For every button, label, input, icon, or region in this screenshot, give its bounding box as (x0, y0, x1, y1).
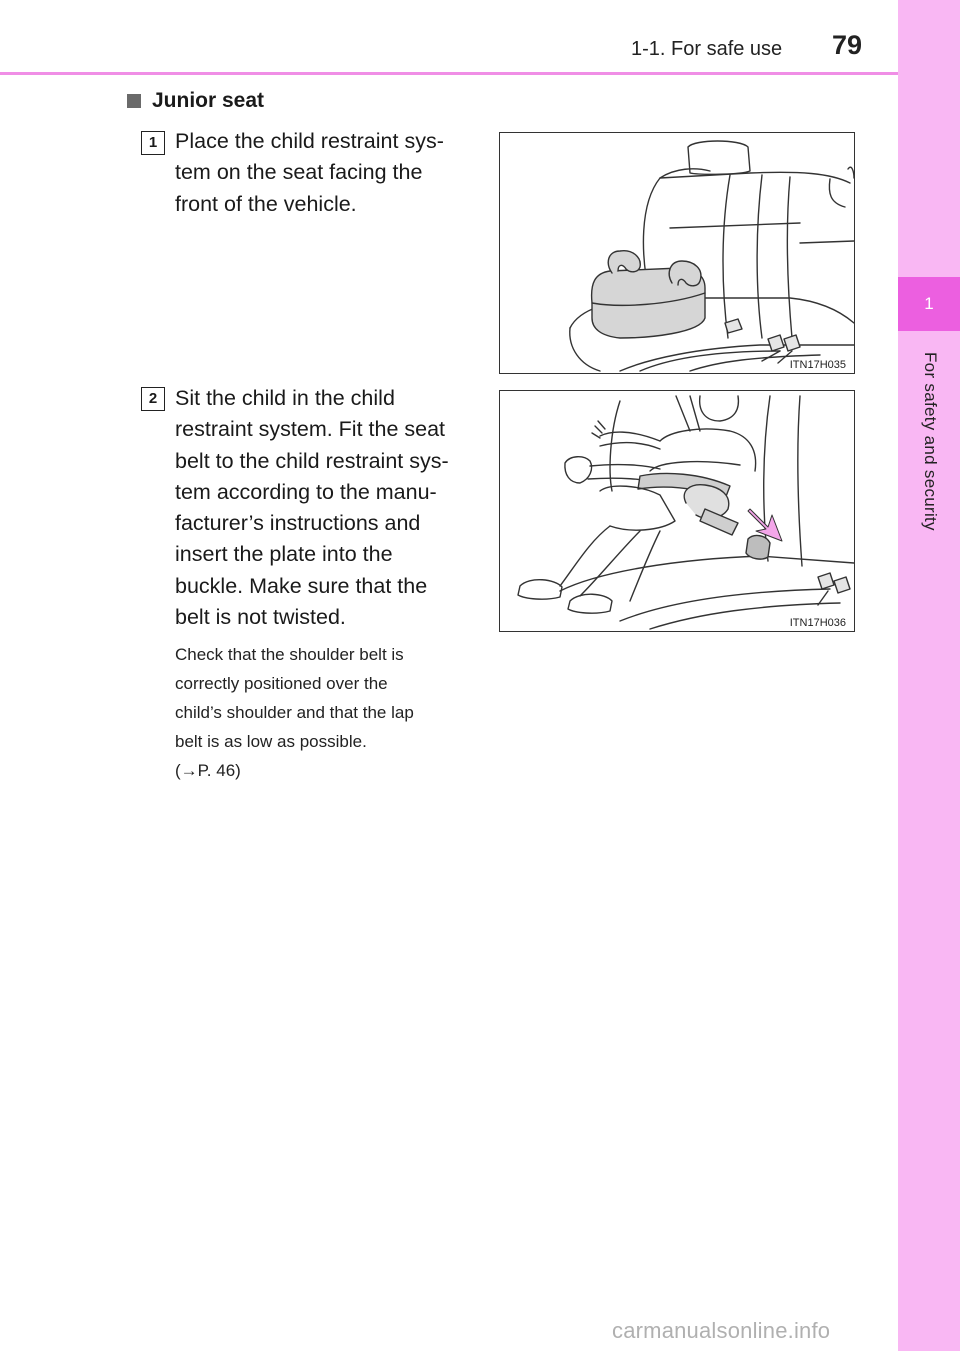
step-1-line: Place the child restraint sys- (175, 129, 444, 153)
step-2-line: tem according to the manu- (175, 479, 437, 504)
junior-seat-illustration (499, 132, 855, 374)
chapter-number: 1 (898, 277, 960, 331)
step-2-line: belt to the child restraint sys- (175, 448, 449, 473)
page-number: 79 (832, 30, 863, 60)
step-2-line: restraint system. Fit the seat (175, 417, 446, 442)
chapter-label: For safety and security (921, 352, 940, 531)
illustration-code: ITN17H035 (789, 359, 846, 371)
section-heading (127, 89, 264, 113)
step-2-line: buckle. Make sure that the (175, 573, 428, 598)
step-1-badge: 1 (141, 131, 165, 155)
step-1-line: tem on the seat facing the (175, 160, 423, 185)
header-rule (0, 72, 898, 75)
step-2-line: belt is not twisted. (175, 605, 346, 630)
step-1-text (175, 126, 479, 220)
step-1-line: front of the vehicle. (175, 191, 357, 216)
step-2-badge: 2 (141, 387, 165, 411)
note-line: Check that the shoulder belt is (175, 645, 404, 664)
note-line: belt is as low as possible. (175, 732, 367, 751)
illustration-code: ITN17H036 (789, 617, 846, 629)
note-line: correctly positioned over the (175, 674, 388, 693)
square-bullet-icon (127, 94, 141, 108)
page-reference-link[interactable]: (→P. 46) (175, 761, 241, 780)
step-2-line: facturer’s instructions and (175, 511, 421, 536)
section-title: 1-1. For safe use (631, 38, 783, 60)
step-2-line: insert the plate into the (175, 542, 393, 567)
chapter-side-tab[interactable] (898, 0, 960, 1351)
child-buckled-illustration (499, 390, 855, 632)
note-line: child’s shoulder and that the lap (175, 703, 414, 722)
heading-text: Junior seat (152, 89, 265, 112)
watermark: carmanualsonline.info (612, 1318, 831, 1343)
step-2-line: Sit the child in the child (175, 386, 395, 410)
note-text (175, 640, 479, 785)
step-2-text (175, 383, 479, 633)
